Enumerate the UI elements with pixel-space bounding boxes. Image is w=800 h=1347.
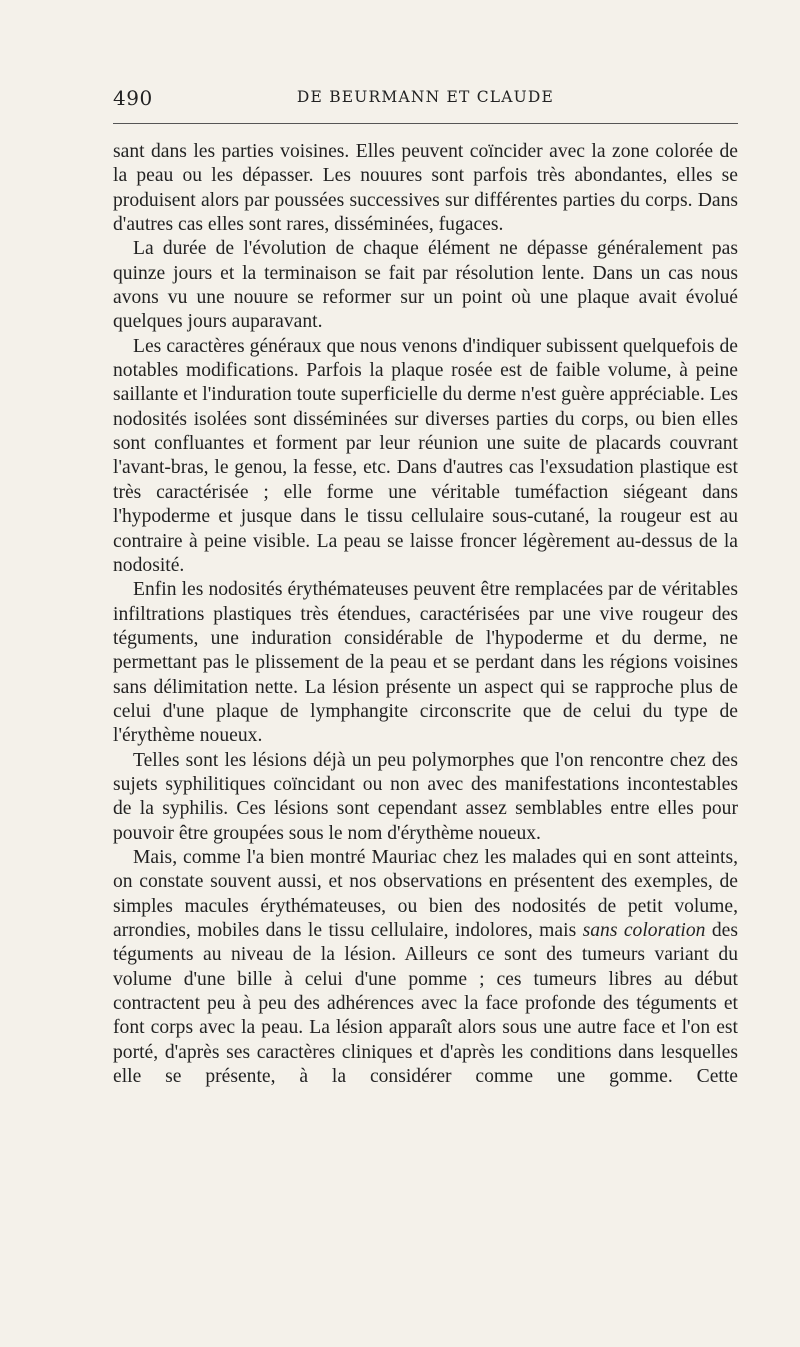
running-head xyxy=(113,84,738,118)
paragraph-polymorphic-lesions: Telles sont les lésions déjà un peu polymorphes que l'on rencontre chez des sujets syphilitiques coïncidant ou non avec des manifestations incontestables de la syphilis. Ces lésions sont cependant assez semblables entre elles pour pouvoir être groupées sous le nom d'érythème noueux. xyxy=(113,749,738,844)
paragraph-infiltrations: Enfin les nodosités érythémateuses peuvent être remplacées par de véritables infiltrations plastiques très étendues, caractérisées par une vive rougeur des téguments, une induration considérable de l'hypoderme et du derme, ne permettant pas le plissement de la peau et se perdant dans les régions voisines sans délimitation nette. La lésion présente un aspect qui se rapproche plus de celui d'une plaque de lymphangite circonscrite que de celui du type de l'érythème noueux. xyxy=(113,579,738,747)
paragraph-mauriac xyxy=(113,846,738,1089)
running-title: DE BEURMANN ET CLAUDE xyxy=(296,88,555,106)
header-rule xyxy=(113,123,738,124)
body-text xyxy=(113,140,738,1089)
paragraph-continuation: sant dans les parties voisines. Elles peuvent coïncider avec la zone colorée de la peau ou les dépasser. Les nouures sont parfois très abondantes, elles se produisent alors par poussées successives sur différentes parties du corps. Dans d'autres cas elles sont rares, disséminées, fugaces. xyxy=(113,141,738,236)
paragraph-mauriac-end: des téguments au niveau de la lésion. Ailleurs ce sont des tumeurs variant du volume d'une bille à celui d'une pomme ; ces tumeurs libres au début contractent peu à peu des adhérences avec la face profonde des téguments et font corps avec la peau. La lésion apparaît alors sous une autre face et l'on est porté, d'après ses caractères cliniques et d'après les conditions dans lesquelles elle se présente, à la considérer comme une gomme. Cette xyxy=(113,920,738,1088)
italic-phrase: sans coloration xyxy=(582,920,706,941)
page-number: 490 xyxy=(113,86,153,110)
paragraph-mauriac-start: Mais, comme l'a bien montré Mauriac chez les malades qui en sont atteints, on constate souvent aussi, et nos observations en présentent des exemples, de simples macules érythémateuses, ou bien des nodosités de petit volume, arrondies, mobiles dans le tissu cellulaire, indolores, mais xyxy=(113,846,738,941)
paragraph-duration: La durée de l'évolution de chaque élément ne dépasse généralement pas quinze jours et la terminaison se fait par résolution lente. Dans un cas nous avons vu une nouure se reformer sur un point où une plaque avait évolué quelques jours auparavant. xyxy=(113,238,738,333)
paragraph-general-characters: Les caractères généraux que nous venons d'indiquer subissent quelquefois de notables modifications. Parfois la plaque rosée est de faible volume, à peine saillante et l'induration toute superficielle du derme n'est guère appréciable. Les nodosités isolées sont disséminées sur diverses parties du corps, ou bien elles sont confluantes et forment par leur réunion une suite de placards couvrant l'avant-bras, le genou, la fesse, etc. Dans d'autres cas l'exsudation plastique est très caractérisée ; elle forme une véritable tuméfaction siégeant dans l'hypoderme et jusque dans le tissu cellulaire sous-cutané, la rougeur est au contraire à peine visible. La peau se laisse froncer légèrement au-dessus de la nodosité. xyxy=(113,335,738,576)
